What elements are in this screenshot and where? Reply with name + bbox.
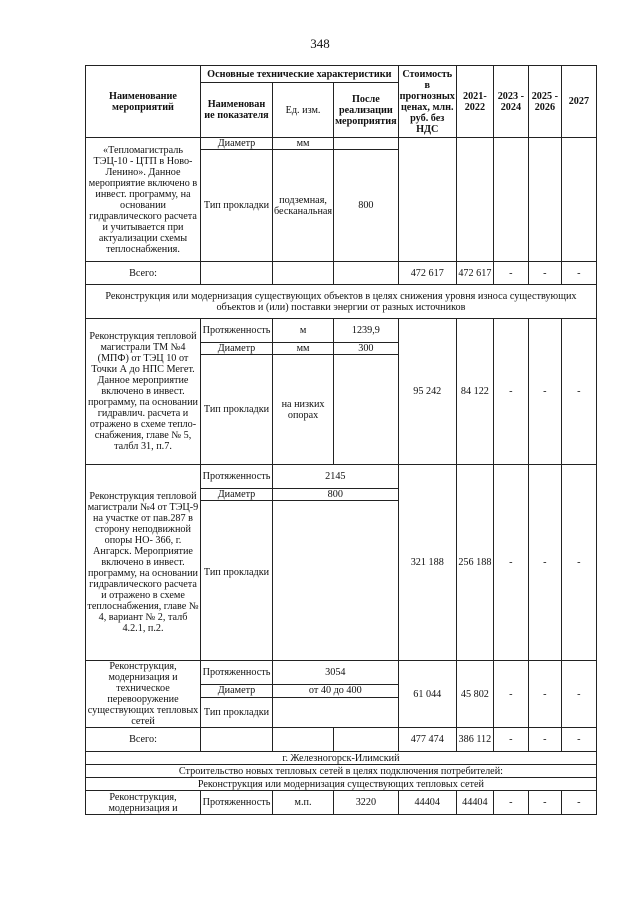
header-after: После реализации мероприятия (334, 83, 399, 138)
block2-y3: - (528, 319, 561, 465)
block4-indicator-length: Протяженность (201, 661, 273, 685)
total2-empty-2 (273, 728, 334, 752)
block1-unit-laying: подземная, бесканальная (273, 150, 334, 262)
total2-y2: - (493, 728, 528, 752)
block4-y3: - (528, 661, 561, 728)
total2-y3: - (528, 728, 561, 752)
block1-cost (398, 138, 456, 262)
block2-y2: - (493, 319, 528, 465)
block5-y2: - (493, 791, 528, 815)
block1-indicator-diameter: Диаметр (201, 138, 273, 150)
block2-unit-diameter: мм (273, 343, 334, 355)
block4-indicator-laying: Тип прокладки (201, 697, 273, 727)
block3-name: Реконструкция тепловой магистрали №4 от ТЭЦ-9 на участке от пав.287 в сторону неподвижной опоры НО- 366, г. Ангарск. Мероприятие включено в инвест. программу, на основании гидравлического расчета и отражено в схеме теплоснабжения, главе № 4, вариант № 2, талб 4.2.1, п.2. (86, 465, 201, 661)
block4-value-diameter: от 40 до 400 (273, 685, 399, 697)
block2-value-diameter: 300 (334, 343, 399, 355)
header-indicator: Наименован ие показателя (201, 83, 273, 138)
page-number: 348 (310, 36, 330, 51)
block5-y1: 44404 (456, 791, 493, 815)
total1-empty-3 (334, 262, 399, 285)
block3-value-laying (273, 501, 399, 661)
section-heading-reconstruction: Реконструкция или модернизация существующих объектов в целях снижения уровня износа существующих объектов и (или) поставки энергии от разных источников (86, 285, 597, 319)
total1-y1: 472 617 (456, 262, 493, 285)
block2-y4: - (561, 319, 596, 465)
block1-y4 (561, 138, 596, 262)
total1-empty-2 (273, 262, 334, 285)
block4-name: Реконструкция, модернизация и техническое перевооружение существующих тепловых сетей (86, 661, 201, 728)
block3-indicator-laying: Тип прокладки (201, 501, 273, 661)
block1-value-laying: 800 (334, 150, 399, 262)
block3-value-length: 2145 (273, 465, 399, 489)
block1-y1 (456, 138, 493, 262)
block4-value-laying (273, 697, 399, 727)
block3-y1: 256 188 (456, 465, 493, 661)
block5-cost: 44404 (398, 791, 456, 815)
block3-cost: 321 188 (398, 465, 456, 661)
block2-value-laying (334, 355, 399, 465)
header-tech: Основные технические характеристики (201, 66, 399, 83)
block1-indicator-laying: Тип прокладки (201, 150, 273, 262)
block5-name: Реконструкция, модернизация и (86, 791, 201, 815)
block3-y2: - (493, 465, 528, 661)
total2-empty-1 (201, 728, 273, 752)
block2-cost: 95 242 (398, 319, 456, 465)
total2-y4: - (561, 728, 596, 752)
block4-y1: 45 802 (456, 661, 493, 728)
total1-cost: 472 617 (398, 262, 456, 285)
section-heading-new-networks: Строительство новых тепловых сетей в целях подключения потребителей: (86, 765, 597, 778)
total2-y1: 386 112 (456, 728, 493, 752)
block1-y2 (493, 138, 528, 262)
block3-y3: - (528, 465, 561, 661)
total1-y2: - (493, 262, 528, 285)
total2-empty-3 (334, 728, 399, 752)
block2-value-length: 1239,9 (334, 319, 399, 343)
block5-unit-length: м.п. (273, 791, 334, 815)
total2-cost: 477 474 (398, 728, 456, 752)
block4-y4: - (561, 661, 596, 728)
block3-y4: - (561, 465, 596, 661)
header-activity: Наименование мероприятий (86, 66, 201, 138)
block5-value-length: 3220 (334, 791, 399, 815)
block4-cost: 61 044 (398, 661, 456, 728)
block5-y4: - (561, 791, 596, 815)
block4-indicator-diameter: Диаметр (201, 685, 273, 697)
total1-label: Всего: (86, 262, 201, 285)
block2-unit-laying: на низких опорах (273, 355, 334, 465)
block1-y3 (528, 138, 561, 262)
block4-y2: - (493, 661, 528, 728)
header-cost: Стоимость в прогнозных ценах, млн. руб. без НДС (398, 66, 456, 138)
section-heading-modernization: Реконструкция или модернизация существующих тепловых сетей (86, 778, 597, 791)
block1-unit-diameter: мм (273, 138, 334, 150)
header-year-2025: 2025 - 2026 (528, 66, 561, 138)
block3-indicator-diameter: Диаметр (201, 489, 273, 501)
block5-y3: - (528, 791, 561, 815)
block1-name: «Тепломагистраль ТЭЦ-10 - ЦТП в Ново-Ленино». Данное мероприятие включено в инвест. программу, на основании гидравлического расчета и учитывается при актуализации схемы теплоснабжения. (86, 138, 201, 262)
block2-unit-length: м (273, 319, 334, 343)
header-year-2021: 2021-2022 (456, 66, 493, 138)
total1-y4: - (561, 262, 596, 285)
block2-name: Реконструкция тепловой магистрали ТМ №4 (МПФ) от ТЭЦ 10 от Точки А до НПС Мегет. Данное мероприятие включено в инвест. программу, па основании гидравлич. расчета и отражено в схеме тепло-снабжения, главе № 5, талбл 31, п.7. (86, 319, 201, 465)
total1-y3: - (528, 262, 561, 285)
block2-indicator-laying: Тип прокладки (201, 355, 273, 465)
activities-table (85, 65, 597, 815)
total1-empty-1 (201, 262, 273, 285)
header-year-2027: 2027 (561, 66, 596, 138)
block5-indicator-length: Протяженность (201, 791, 273, 815)
header-year-2023: 2023 - 2024 (493, 66, 528, 138)
block2-indicator-length: Протяженность (201, 319, 273, 343)
block3-value-diameter: 800 (273, 489, 399, 501)
city-heading: г. Железногорск-Илимский (86, 752, 597, 765)
total2-label: Всего: (86, 728, 201, 752)
block2-y1: 84 122 (456, 319, 493, 465)
block1-value-diameter (334, 138, 399, 150)
header-unit: Ед. изм. (273, 83, 334, 138)
block4-value-length: 3054 (273, 661, 399, 685)
block2-indicator-diameter: Диаметр (201, 343, 273, 355)
block3-indicator-length: Протяженность (201, 465, 273, 489)
